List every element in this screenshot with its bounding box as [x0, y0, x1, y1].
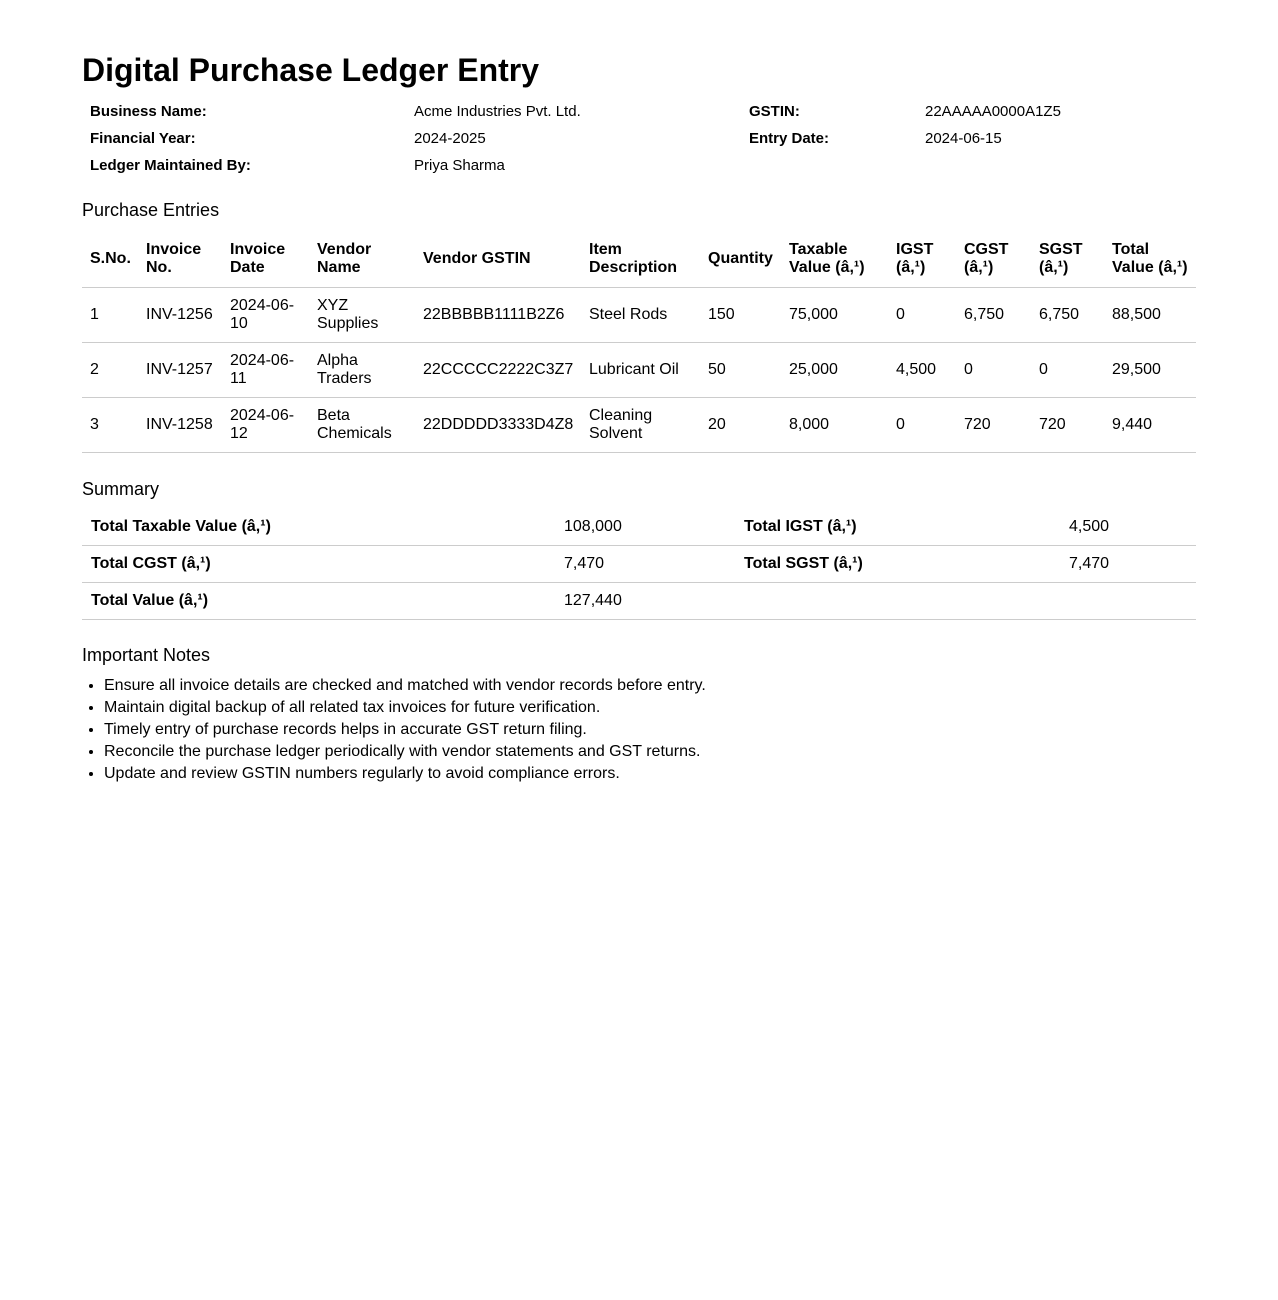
total-value-value: 127,440	[555, 583, 735, 620]
total-cgst-value: 7,470	[555, 546, 735, 583]
info-row	[82, 152, 1196, 179]
table-row	[82, 288, 1196, 343]
business-name-value: Acme Industries Pvt. Ltd.	[414, 103, 581, 120]
cell-total-value: 29,500	[1104, 343, 1196, 398]
cell-cgst: 0	[956, 343, 1031, 398]
cell-total-value: 88,500	[1104, 288, 1196, 343]
notes-list	[82, 675, 1196, 785]
cell-taxable-value: 8,000	[781, 398, 888, 453]
page-title: Digital Purchase Ledger Entry	[82, 52, 540, 88]
business-info-table	[82, 98, 1196, 179]
cell-vendor-name: Alpha Traders	[309, 343, 415, 398]
cell-vendor-gstin: 22BBBBB1111B2Z6	[415, 288, 581, 343]
header-quantity: Quantity	[700, 234, 781, 288]
header-invoice-no: Invoice No.	[138, 234, 222, 288]
table-header-row	[82, 234, 1196, 288]
summary-table	[82, 509, 1196, 620]
cell-vendor-name: XYZ Supplies	[309, 288, 415, 343]
summary-row	[82, 546, 1196, 583]
table-row	[82, 343, 1196, 398]
ledger-document	[82, 50, 1196, 785]
important-notes-heading: Important Notes	[82, 645, 211, 665]
cell-cgst: 6,750	[956, 288, 1031, 343]
business-name-label: Business Name:	[90, 103, 207, 120]
cell-sno: 1	[82, 288, 138, 343]
cell-taxable-value: 75,000	[781, 288, 888, 343]
list-item: • Maintain digital backup of all related tax invoices for future verification.	[104, 697, 1196, 719]
cell-igst: 4,500	[888, 343, 956, 398]
cell-sgst: 720	[1031, 398, 1104, 453]
cell-vendor-name: Beta Chemicals	[309, 398, 415, 453]
cell-taxable-value: 25,000	[781, 343, 888, 398]
header-vendor-name: Vendor Name	[309, 234, 415, 288]
cell-quantity: 20	[700, 398, 781, 453]
summary-row	[82, 509, 1196, 546]
header-taxable-value: Taxable Value (â,¹)	[781, 234, 888, 288]
cell-total-value: 9,440	[1104, 398, 1196, 453]
cell-item-description: Lubricant Oil	[581, 343, 700, 398]
cell-item-description: Cleaning Solvent	[581, 398, 700, 453]
info-row	[82, 98, 1196, 125]
cell-quantity: 150	[700, 288, 781, 343]
header-total-value: Total Value (â,¹)	[1104, 234, 1196, 288]
gstin-value: 22AAAAA0000A1Z5	[925, 103, 1061, 120]
summary-row	[82, 583, 1196, 620]
cell-invoice-date: 2024-06-12	[222, 398, 309, 453]
total-taxable-value: 108,000	[555, 509, 735, 546]
cell-invoice-date: 2024-06-10	[222, 288, 309, 343]
purchase-entries-table	[82, 234, 1196, 453]
list-item: • Reconcile the purchase ledger periodically with vendor statements and GST returns.	[104, 741, 1196, 763]
cell-invoice-no: INV-1257	[138, 343, 222, 398]
purchase-entries-heading: Purchase Entries	[82, 200, 220, 220]
cell-cgst: 720	[956, 398, 1031, 453]
header-igst: IGST (â,¹)	[888, 234, 956, 288]
cell-invoice-no: INV-1258	[138, 398, 222, 453]
header-vendor-gstin: Vendor GSTIN	[415, 234, 581, 288]
gstin-label: GSTIN:	[749, 103, 800, 120]
financial-year-value: 2024-2025	[414, 130, 486, 147]
cell-invoice-date: 2024-06-11	[222, 343, 309, 398]
entry-date-value: 2024-06-15	[925, 130, 1002, 147]
list-item: • Update and review GSTIN numbers regularly to avoid compliance errors.	[104, 763, 1196, 785]
summary-heading: Summary	[82, 479, 160, 499]
total-igst-value: 4,500	[1060, 509, 1196, 546]
total-cgst-label: Total CGST (â,¹)	[82, 546, 555, 583]
header-item-description: Item Description	[581, 234, 700, 288]
cell-sno: 3	[82, 398, 138, 453]
entry-date-label: Entry Date:	[749, 130, 830, 147]
list-item: • Timely entry of purchase records helps in accurate GST return filing.	[104, 719, 1196, 741]
info-row	[82, 125, 1196, 152]
cell-sgst: 6,750	[1031, 288, 1104, 343]
cell-quantity: 50	[700, 343, 781, 398]
cell-igst: 0	[888, 288, 956, 343]
cell-item-description: Steel Rods	[581, 288, 700, 343]
financial-year-label: Financial Year:	[90, 130, 196, 147]
cell-igst: 0	[888, 398, 956, 453]
total-sgst-value: 7,470	[1060, 546, 1196, 583]
total-value-label: Total Value (â,¹)	[82, 583, 555, 620]
total-taxable-label: Total Taxable Value (â,¹)	[82, 509, 555, 546]
cell-invoice-no: INV-1256	[138, 288, 222, 343]
header-invoice-date: Invoice Date	[222, 234, 309, 288]
header-cgst: CGST (â,¹)	[956, 234, 1031, 288]
cell-vendor-gstin: 22CCCCC2222C3Z7	[415, 343, 581, 398]
total-sgst-label: Total SGST (â,¹)	[735, 546, 1060, 583]
cell-vendor-gstin: 22DDDDD3333D4Z8	[415, 398, 581, 453]
maintained-by-label: Ledger Maintained By:	[90, 157, 251, 174]
list-item: • Ensure all invoice details are checked and matched with vendor records before entry.	[104, 675, 1196, 697]
cell-sno: 2	[82, 343, 138, 398]
total-igst-label: Total IGST (â,¹)	[735, 509, 1060, 546]
maintained-by-value: Priya Sharma	[414, 157, 505, 174]
header-sgst: SGST (â,¹)	[1031, 234, 1104, 288]
header-sno: S.No.	[82, 234, 138, 288]
cell-sgst: 0	[1031, 343, 1104, 398]
table-row	[82, 398, 1196, 453]
